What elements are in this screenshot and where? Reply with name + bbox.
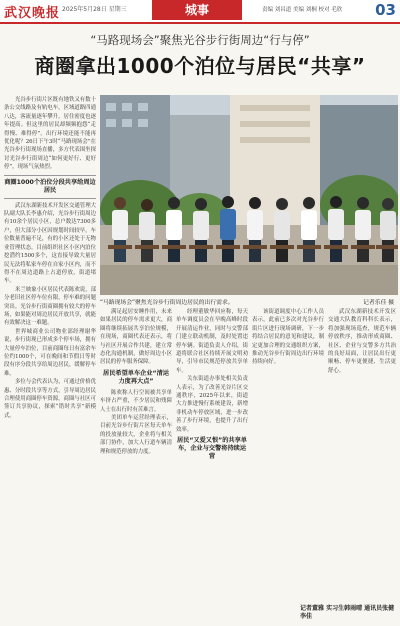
body-paragraph: 米兰映象小区居民代表陈欢说，部分老旧社区停车位有限，停车难的问题突出。光谷步行街商圈拥有较大的停车场，如果能对周边居民开放共享，就能有效解决这一难题。 (4, 286, 96, 327)
photo-caption-row (100, 297, 398, 306)
article-column-1 (4, 96, 96, 620)
article-byline: 记者董雅 实习生韩雨晴 通讯员张健 李佳 (300, 605, 395, 620)
subhead-3: 居民“又爱又恨”的共享单车，企业与交警将持续运营 (176, 437, 247, 461)
article-column-3 (176, 308, 248, 620)
subhead-1: 商圈1000个泊位分段共享给周边居民 (4, 178, 96, 194)
news-photo (100, 95, 398, 295)
article-column-2 (100, 308, 172, 620)
article-column-4 (252, 308, 324, 620)
article-headline: 商圈拿出1000个泊位与居民“共享” (34, 54, 366, 78)
body-paragraph: 武汉东湖新技术开发区交通管理大队副大队长李惠介绍，光谷步行街周边有10余个居民小区，总户数达7300多户，但大部分小区因规划时间较早，车位数量普遍不足，有的小区还处于无物业管理状态。目前组织社区小区内泊位挖潜约1500多个，这直接导致大量居民无法将私家车停在自家小区内，而不得不在周边道路上占道停放，街道堵车。 (4, 202, 96, 285)
lede-paragraph: 光谷步行街片区既有地铁又有数十条公交线路及有轨电车，区域道路四通八达，客流量逐年攀升，居住密度也逐年提高。但这里的居民却频频抱怨“走得慢、难得停”。出行环境还能不能再优化呢？26日下午3时“马路现场会”在光谷步行街现场直播，多方代表围坐探讨光谷步行街周边“如何更好行、更好停”，现场气氛热烈。 (4, 97, 96, 171)
subhead-2: 居民希望单车企业“清运力度再大点” (103, 369, 169, 385)
body-paragraph: 武汉东湖新技术开发区交通大队教育科科长表示，将加强现场巡查，规范车辆停放秩序，推动形成商圈、社区、企业与交警多方共治的良好局面，让居民出行更顺畅、停车更便捷、生活更舒心。 (328, 309, 396, 374)
masthead-bar (0, 0, 400, 24)
newspaper-logo: 武汉晚报 (4, 6, 61, 21)
page-number: 03 (375, 1, 396, 19)
article-kicker: “马路现场会”聚焦光谷步行街周边“行与停” (90, 33, 310, 47)
body-paragraph: 经理董敏华回应称，每天单车调度员会在早晚高峰时段开展清运作业，同时与交警部门建立联动机制，及时处置违停车辆。街道负责人介绍，街道将联合社区持续开展文明劝导，引导市民规范停放共享单车。 (176, 309, 248, 374)
body-paragraph: 该街道调度中心工作人员表示，此前已多次对光谷步行街片区进行现场调研，下一步将结合居民的意见和建议，制定更加合理的交通组织方案，推动光谷步行街周边出行环境持续向好。 (252, 309, 324, 366)
body-paragraph: 多位与会代表认为，可通过价格优惠、分时段共享等方式，引导周边居民合理使用商圈停车资源，商圈与社区可签订共享协议，探索“错时共享”新模式。 (4, 379, 96, 419)
article-column-5 (328, 308, 396, 602)
editor-credits: 责编 刘昌道 美编 刘桐 校对 毛欣 (262, 7, 343, 13)
body-paragraph: 满足起居安睡作用，未来如果居民的停车需求更大，商圈将继续拓展共享泊位规模，在现场，商圈代表还表示，将与社区开展合作共建，建立常态化沟通机制，做好周边小区居民的停车服务保障。 (100, 309, 172, 366)
issue-date: 2025年5月28日 星期三 (62, 6, 127, 13)
body-paragraph: 世界城商业公司物业部经理谢华说，步行街现已形成多个停车场，拥有大量停车泊位，目前商圈每日有富余车位约1000个，可在晚间和节假日等时段有序分段共享给周边居民，缓解停车难。 (4, 328, 96, 377)
photo-caption: “马路现场会”聚焦光谷步行街周边居民的出行需求。 (100, 300, 234, 306)
body-paragraph: 关东街道办事处相关负责人表示，为了改善光谷片区交通秩序，2025年以来，街道大力推进慢行系统建设，新增非机动车停放区域，进一步改善了步行环境，也提升了出行效率。 (176, 376, 248, 433)
body-paragraph: 陈欢称人行空间被共享单车挤占严重，不少居民和残障人士在出行时有苦难言。 (100, 389, 172, 413)
section-title: 城事 (152, 0, 242, 20)
meeting-scene-illustration (100, 95, 398, 295)
body-paragraph: 美团单车运营经理表示，目前光谷步行街片区每天单车的投放量较大，企业将与相关部门协作，加大人行道车辆清理和规范停放的力度。 (100, 415, 172, 455)
photo-credit: 记者乐佳 摄 (363, 300, 394, 306)
